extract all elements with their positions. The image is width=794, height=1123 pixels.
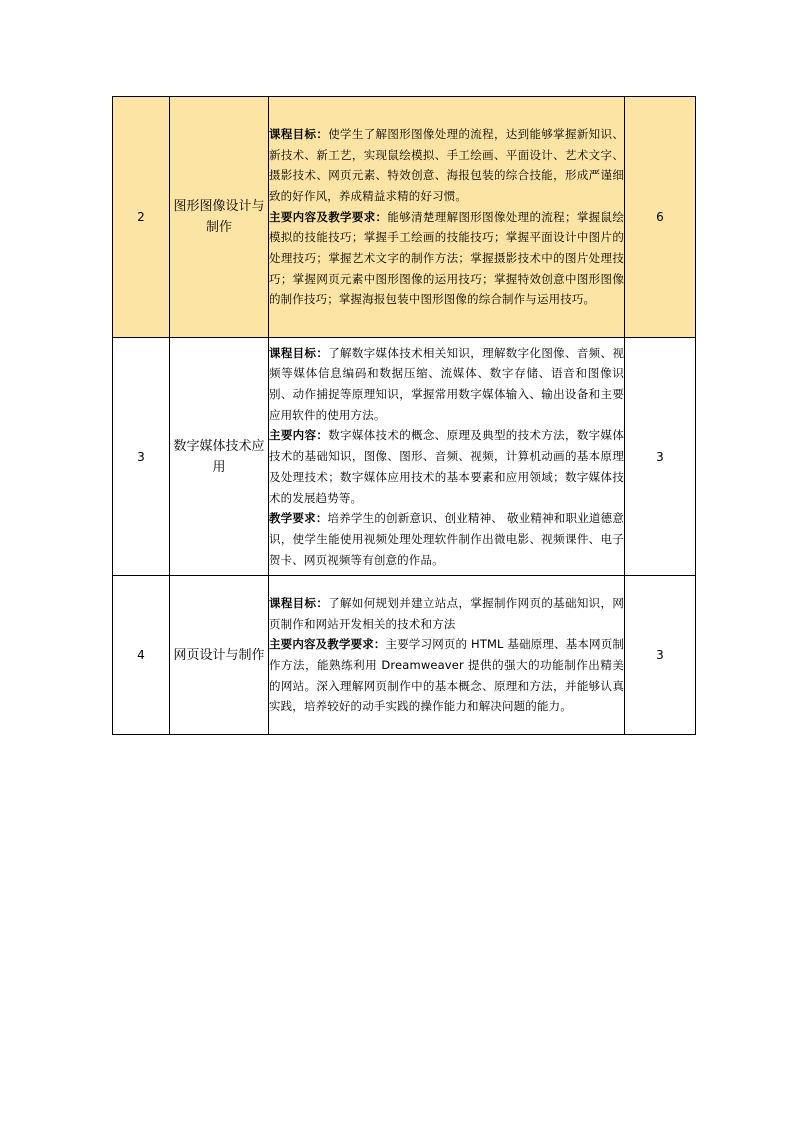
section-label: 课程目标： bbox=[269, 126, 329, 141]
section-text: 了解数字媒体技术相关知识，理解数字化图像、音频、视频等媒体信息编码和数据压缩、流媒体、数字存储、语音和图像识别、动作捕捉等原理知识，掌握常用数字媒体输入、输出设备和主要应用软件的使用方法。 bbox=[269, 345, 625, 422]
description-section bbox=[269, 207, 624, 311]
description-section bbox=[269, 634, 624, 717]
table-row bbox=[113, 576, 696, 735]
section-text: 培养学生的创新意识、创业精神、 敬业精神和职业道德意识，使学生能使用视频处理处理软件制作出微电影、视频课件、电子贺卡、网页视频等有创意的作品。 bbox=[269, 511, 624, 567]
course-description bbox=[269, 97, 625, 338]
description-section bbox=[269, 343, 624, 426]
description-section bbox=[269, 425, 624, 508]
section-label: 课程目标： bbox=[269, 345, 329, 360]
table-row bbox=[113, 338, 696, 576]
course-table bbox=[112, 96, 696, 735]
course-number: 3 bbox=[113, 338, 170, 576]
section-label: 主要内容： bbox=[269, 428, 329, 443]
course-name: 数字媒体技术应用 bbox=[170, 338, 269, 576]
description-section bbox=[269, 508, 624, 570]
course-hours: 3 bbox=[625, 338, 696, 576]
course-number: 2 bbox=[113, 97, 170, 338]
section-label: 主要内容及教学要求： bbox=[269, 209, 388, 224]
section-label: 教学要求： bbox=[269, 511, 328, 526]
section-label: 主要内容及教学要求： bbox=[269, 637, 386, 652]
section-text: 了解如何规划并建立站点，掌握制作网页的基础知识，网页制作和网站开发相关的技术和方法 bbox=[269, 595, 625, 631]
course-name: 网页设计与制作 bbox=[170, 576, 269, 735]
section-text: 数字媒体技术的概念、原理及典型的技术方法，数字媒体技术的基础知识，图像、图形、音频、视频，计算机动画的基本原理及处理技术；数字媒体应用技术的基本要素和应用领域；数字媒体技术的发展趋势等。 bbox=[269, 428, 625, 505]
course-hours: 6 bbox=[625, 97, 696, 338]
course-number: 4 bbox=[113, 576, 170, 735]
section-text: 主要学习网页的 HTML 基础原理、基本网页制作方法，能熟练利用 Dreamweaver 提供的强大的功能制作出精美的网站。深入理解网页制作中的基本概念、原理和方法，并能够认真实践，培养较好的动手实践的操作能力和解决问题的能力。 bbox=[269, 637, 625, 714]
course-description bbox=[269, 338, 625, 576]
description-section bbox=[269, 593, 624, 634]
section-text: 使学生了解图形图像处理的流程，达到能够掌握新知识、新技术、新工艺，实现鼠绘模拟、手工绘画、平面设计、艺术文字、摄影技术、网页元素、特效创意、海报包装的综合技能，形成严谨细致的好作风，养成精益求精的好习惯。 bbox=[269, 126, 625, 203]
section-label: 课程目标： bbox=[269, 595, 329, 610]
course-name: 图形图像设计与制作 bbox=[170, 97, 269, 338]
table-row bbox=[113, 97, 696, 338]
course-description bbox=[269, 576, 625, 735]
section-text: 能够清楚理解图形图像处理的流程；掌握鼠绘模拟的技能技巧；掌握手工绘画的技能技巧；掌握平面设计中图片的处理技巧；掌握艺术文字的制作方法；掌握摄影技术中的图片处理技巧；掌握网页元素中图形图像的运用技巧；掌握特效创意中图形图像的制作技巧；掌握海报包装中图形图像的综合制作与运用技巧。 bbox=[269, 209, 625, 307]
description-section bbox=[269, 124, 624, 207]
course-hours: 3 bbox=[625, 576, 696, 735]
